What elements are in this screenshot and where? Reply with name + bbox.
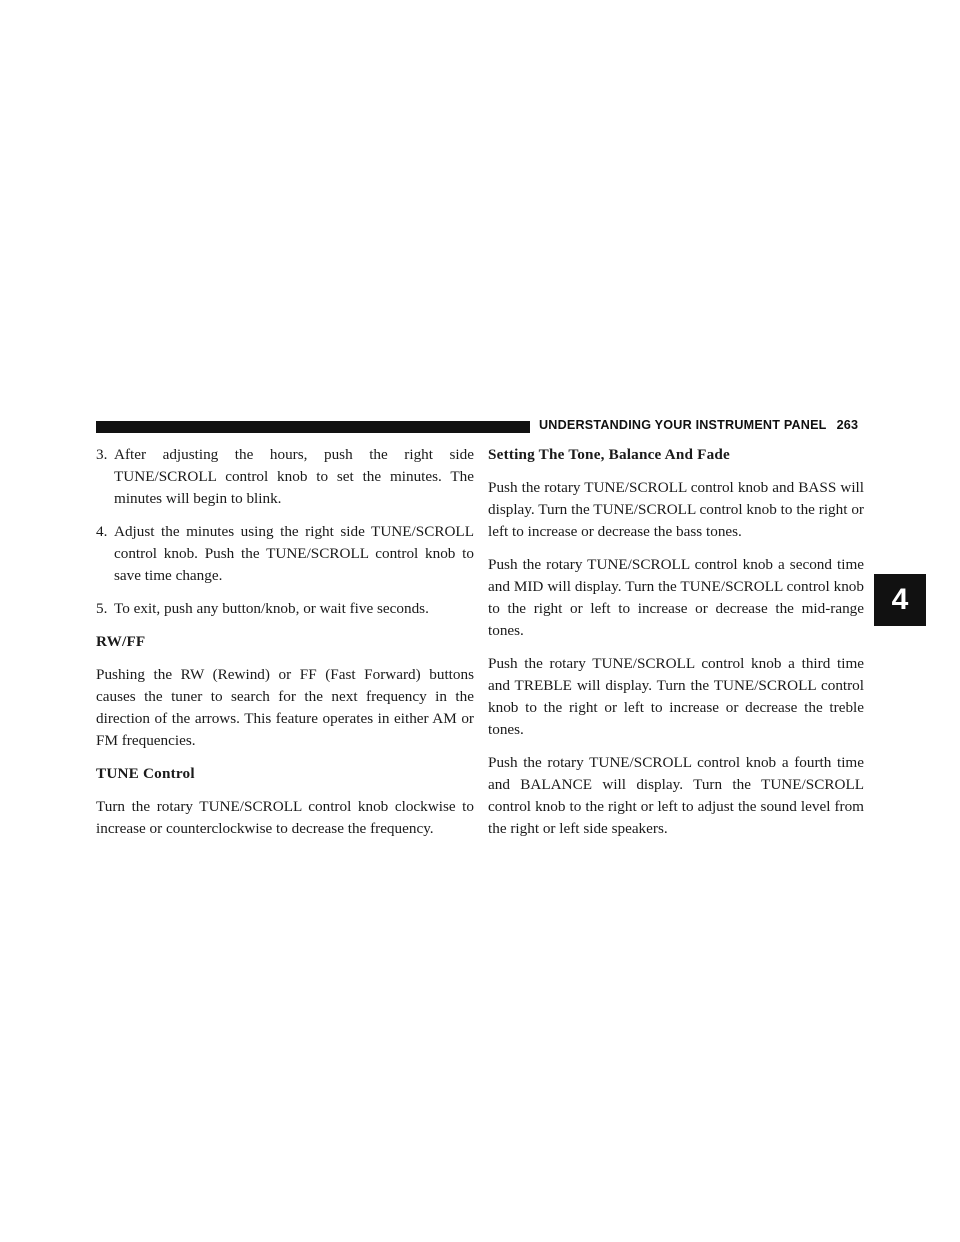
running-header (539, 418, 865, 436)
list-item-text: To exit, push any button/knob, or wait five seconds. (114, 600, 429, 617)
list-item-text: Adjust the minutes using the right side TUNE/SCROLL control knob. Push the TUNE/SCROLL control knob to save time change. (114, 523, 474, 584)
list-item-text: After adjusting the hours, push the right side TUNE/SCROLL control knob to set the minutes. The minutes will begin to blink. (114, 446, 474, 507)
list-item-number: 4. (96, 523, 108, 540)
tune-control-paragraph: Turn the rotary TUNE/SCROLL control knob clockwise to increase or counterclockwise to decrease the frequency. (96, 798, 474, 837)
treble-paragraph: Push the rotary TUNE/SCROLL control knob a third time and TREBLE will display. Turn the TUNE/SCROLL control knob to the right or left to increase or decrease the treble tones. (488, 655, 864, 738)
list-item (96, 444, 474, 510)
rwff-heading: RW/FF (96, 633, 146, 650)
left-column (96, 444, 474, 851)
chapter-tab: 4 (874, 574, 926, 626)
list-item-number: 3. (96, 446, 108, 463)
bass-paragraph: Push the rotary TUNE/SCROLL control knob and BASS will display. Turn the TUNE/SCROLL control knob to the right or left to increase or decrease the bass tones. (488, 479, 864, 540)
mid-paragraph: Push the rotary TUNE/SCROLL control knob a second time and MID will display. Turn the TUNE/SCROLL control knob to the right or left to increase or decrease the mid-range tones. (488, 556, 864, 639)
list-item (96, 598, 474, 620)
right-column (488, 444, 864, 851)
list-item (96, 521, 474, 587)
section-title: UNDERSTANDING YOUR INSTRUMENT PANEL (539, 418, 827, 432)
rwff-paragraph: Pushing the RW (Rewind) or FF (Fast Forward) buttons causes the tuner to search for the next frequency in the direction of the arrows. This feature operates in either AM or FM frequencies. (96, 666, 474, 749)
balance-paragraph: Push the rotary TUNE/SCROLL control knob a fourth time and BALANCE will display. Turn the TUNE/SCROLL control knob to the right or left to adjust the sound level from the right or left side speakers. (488, 754, 864, 837)
page-number: 263 (836, 418, 859, 432)
header-rule (96, 421, 530, 433)
tone-balance-fade-heading: Setting The Tone, Balance And Fade (488, 446, 730, 463)
tune-control-heading: TUNE Control (96, 765, 195, 782)
list-item-number: 5. (96, 600, 108, 617)
